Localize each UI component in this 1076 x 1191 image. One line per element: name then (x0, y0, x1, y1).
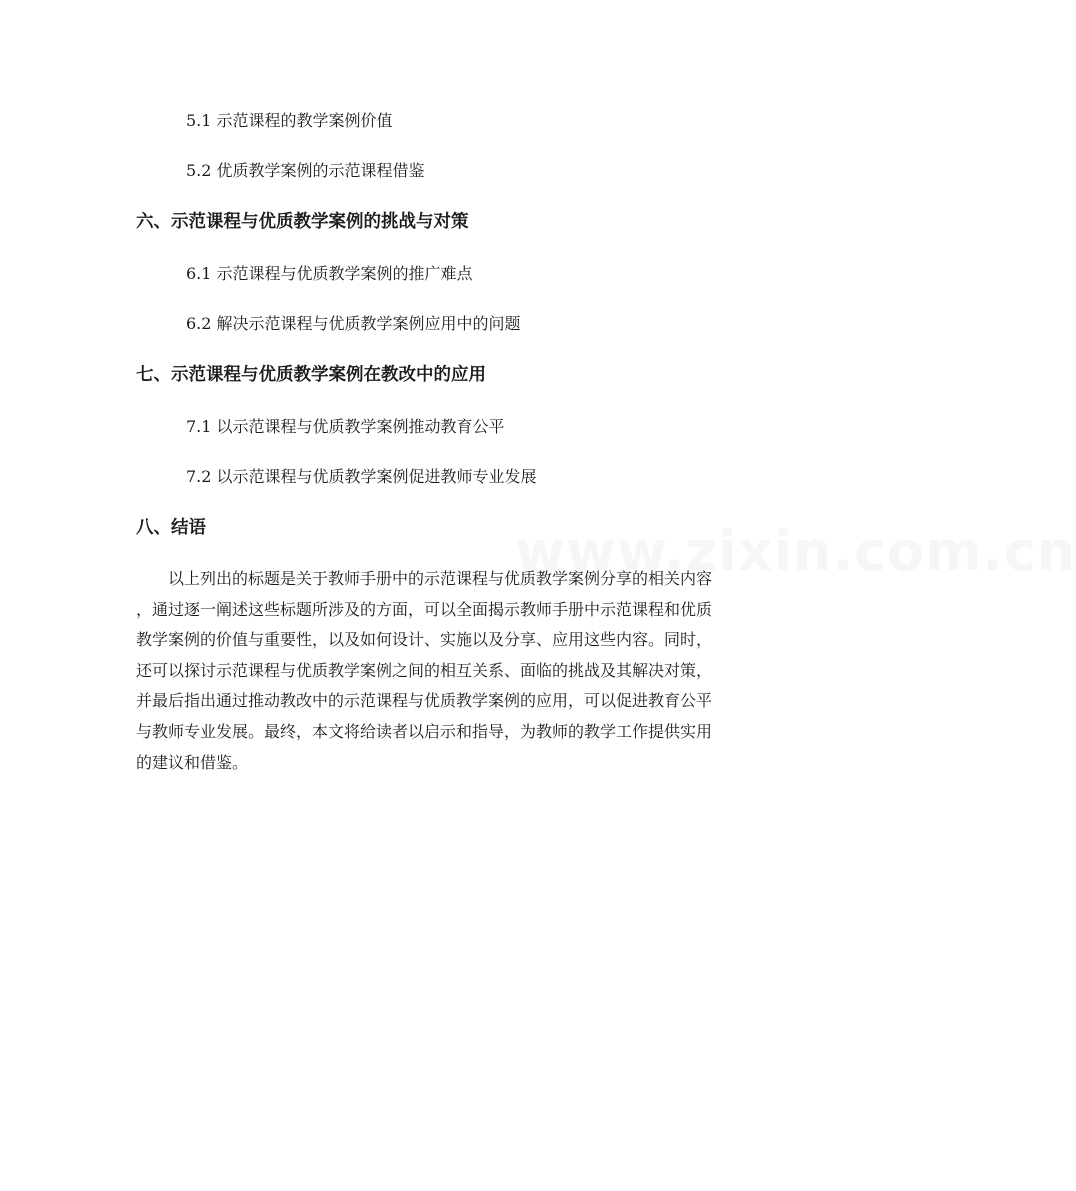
subsection-5-2: 5.2 优质教学案例的示范课程借鉴 (186, 161, 425, 180)
paragraph-line: 以上列出的标题是关于教师手册中的示范课程与优质教学案例分享的相关内容 (136, 569, 713, 588)
section-heading-8: 八、结语 (136, 518, 206, 538)
subsection-7-2: 7.2 以示范课程与优质教学案例促进教师专业发展 (186, 467, 537, 486)
section-heading-6: 六、示范课程与优质教学案例的挑战与对策 (136, 212, 469, 232)
paragraph-line: 教学案例的价值与重要性，以及如何设计、实施以及分享、应用这些内容。同时， (136, 630, 713, 650)
section-heading-7: 七、示范课程与优质教学案例在教改中的应用 (136, 365, 486, 385)
watermark: www.zixin.com.cn (515, 520, 1076, 583)
subsection-6-1: 6.1 示范课程与优质教学案例的推广难点 (186, 264, 473, 283)
paragraph-line: ，通过逐一阐述这些标题所涉及的方面，可以全面揭示教师手册中示范课程和优质 (136, 599, 713, 619)
subsection-7-1: 7.1 以示范课程与优质教学案例推动教育公平 (186, 417, 505, 436)
paragraph-line: 并最后指出通过推动教改中的示范课程与优质教学案例的应用，可以促进教育公平 (136, 691, 713, 711)
paragraph-line: 与教师专业发展。最终，本文将给读者以启示和指导，为教师的教学工作提供实用 (136, 721, 713, 741)
paragraph-line: 的建议和借鉴。 (136, 752, 249, 772)
subsection-5-1: 5.1 示范课程的教学案例价值 (186, 111, 393, 130)
subsection-6-2: 6.2 解决示范课程与优质教学案例应用中的问题 (186, 314, 521, 333)
conclusion-paragraph (136, 564, 786, 778)
paragraph-line: 还可以探讨示范课程与优质教学案例之间的相互关系、面临的挑战及其解决对策， (136, 660, 713, 680)
